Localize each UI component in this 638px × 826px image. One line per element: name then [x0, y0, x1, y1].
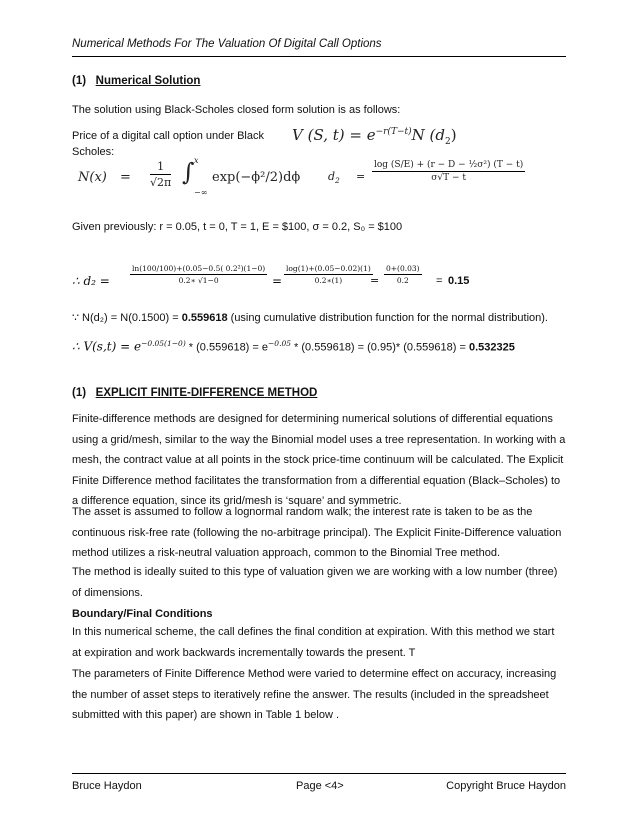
footer-copyright: Copyright Bruce Haydon: [446, 780, 566, 792]
d2-calculation: ∴ d₂ = $\frac{\text{ln(100/100)+(0.05−0.5( 0.2²)(1−0)}}{0.2∗ √1-0}$ = $\frac{\log(1)+(0.05-0.02)(1)}{0.2∗(1)}$ = $\frac{0+(0.03)}{0.2}$ = 0.15: [72, 264, 470, 288]
d2-result: 0.15: [448, 275, 470, 287]
section-1-number: (1): [72, 75, 87, 87]
formula-digital-call-price: V (S, $t) = e^{-r(T-t)}N$ $(d_2)$: [292, 126, 457, 147]
paragraph-dimensions: The method is ideally suited to this type of valuation given we are working with a low number (three) of dimensions.: [72, 566, 558, 599]
footer-rule: [72, 773, 566, 774]
n-d2-value: 0.559618: [181, 312, 228, 324]
section-1-heading: Numerical Solution: [95, 75, 201, 87]
given-parameters: Given previously: r = 0.05, t = 0, T = 1, E = $100, σ = 0.2, S₀ = $100: [72, 221, 403, 233]
section-2-title: [72, 387, 566, 399]
v-result-line: ∴ $V(s,t) = e^{-0.05(1-0)} * (0.559618) = e^{-0.05} * (0.559618) = (0.95)*$ (0.559618) = 0.532325: [72, 339, 515, 354]
n-d2-line: ∵ N(d₂) = N(0.1500) = 0.559618 (using cumulative distribution function for the normal distribution).: [72, 312, 548, 324]
paragraph-finite-difference: Finite-difference methods are designed for determining numerical solutions of differential equations using a grid/mesh, similar to the way the Binomial model uses a tree representation. In working with a mesh, the contract value at all points in the stock price-time continuum will be calculated. The Explicit Finite Difference method facilitates the transformation from a differential equation (Black–Scholes) to a difference equation, since its grid/mesh is ‘square’ and symmetric.: [72, 413, 566, 507]
paragraph-parameters: The parameters of Finite Difference Method were varied to determine effect on accuracy, increasing the number of asset steps to iteratively refine the answer. The results (included in the spreadsheet submitted with this paper) are shown in Table 1 below .: [72, 668, 557, 721]
price-label: Price of a digital call option under Black Scholes:: [72, 130, 264, 158]
formula-d2-definition: $d_2$ = $\frac{\text{log (S/E) + (r − D − ½σ²) (T − t)}}{\sigma√T - t}$: [328, 160, 524, 186]
section-2-number: (1): [72, 387, 87, 399]
boundary-conditions-title: Boundary/Final Conditions: [72, 608, 213, 620]
footer-page-number: Page <4>: [296, 780, 344, 792]
paragraph-lognormal: The asset is assumed to follow a lognormal random walk; the interest rate is taken to be as the continuous risk-free rate (following the no-arbitrage principal). The Explicit Finite-Difference valuation method utilizes a risk-neutral valuation approach, common to the Binomial Tree method.: [72, 506, 562, 559]
header-rule: [72, 56, 566, 57]
footer-author: Bruce Haydon: [72, 780, 142, 792]
section-1-title: [72, 75, 566, 87]
v-result-value: 0.532325: [468, 341, 515, 354]
paragraph-boundary: In this numerical scheme, the call defines the final condition at expiration. With this method we start at expiration and work backwards incrementally towards the present. T: [72, 626, 555, 659]
formula-normal-cdf: N(x) = $\frac{1}{√2\pi}$ ∫ x −∞ exp(−ϕ²/2)dϕ: [78, 156, 301, 197]
running-header: Numerical Methods For The Valuation Of Digital Call Options: [72, 38, 382, 50]
section-2-heading: EXPLICIT FINITE-DIFFERENCE METHOD: [95, 387, 318, 399]
section-1-intro: The solution using Black-Scholes closed form solution is as follows:: [72, 104, 401, 116]
